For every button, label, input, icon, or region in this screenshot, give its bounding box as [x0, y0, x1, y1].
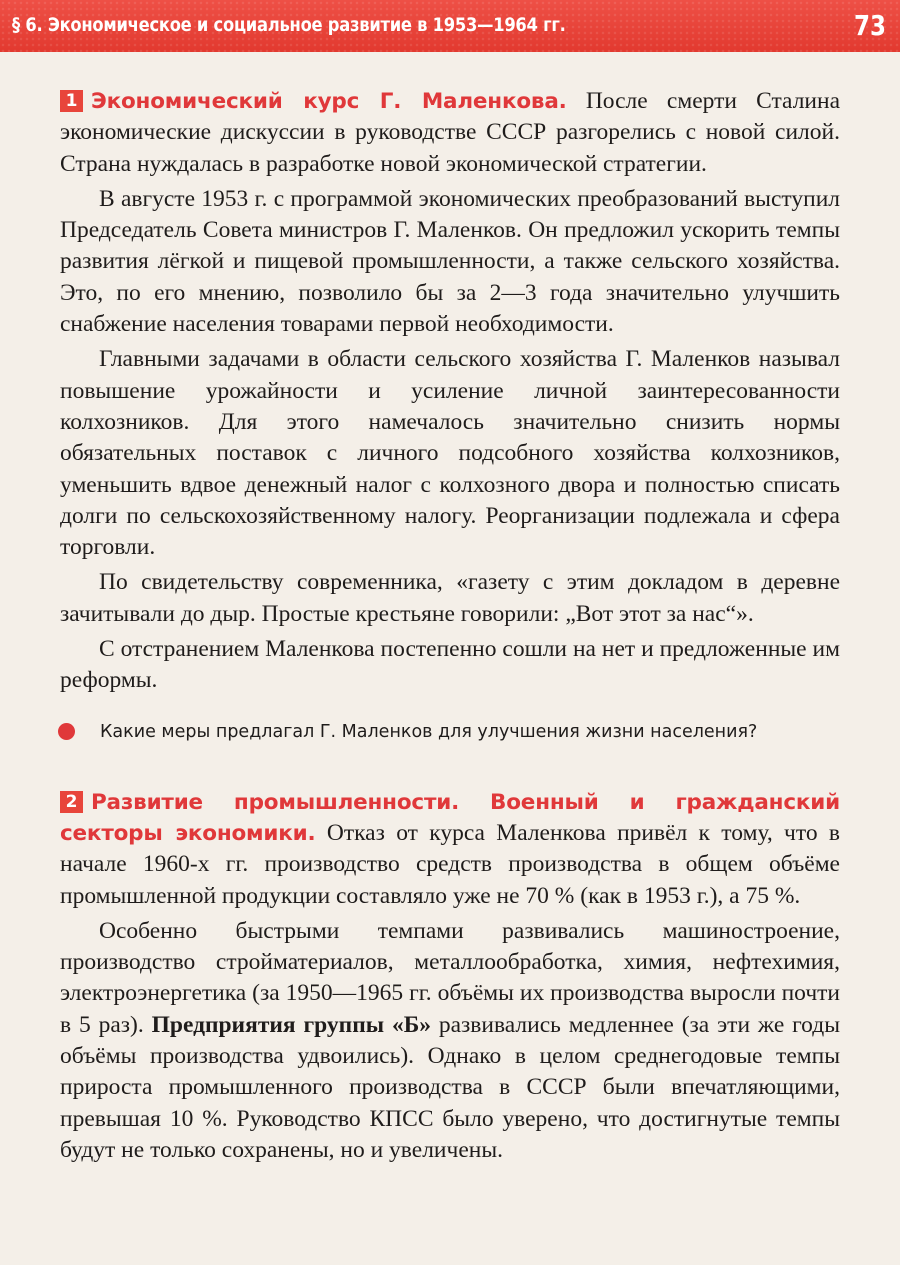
key-term: Предприятия группы «Б»	[151, 1011, 431, 1038]
paragraph	[60, 916, 840, 1166]
paragraph: С отстранением Маленкова постепенно сошли на нет и предложенные им реформы.	[60, 636, 840, 694]
chapter-title: § 6. Экономическое и социальное развитие в 1953—1964 гг.	[12, 14, 566, 36]
paragraph-text: Особенно быстрыми темпами развивались машиностроение, производство стройматериалов, металлообработка, химия, нефтехимия, электроэнергетика (за 1950—1965 гг. объёмы их производства выросли почти в 5 раз).	[60, 917, 840, 1038]
paragraph: В августе 1953 г. с программой экономических преобразований выступил Председатель Совета министров Г. Маленков. Он предложил ускорить темпы развития лёгкой и пищевой промышленности, а также сельского хозяйства. Это, по его мнению, позволило бы за 2—3 года значительно улучшить снабжение населения товарами первой необходимости.	[60, 185, 840, 338]
section-2-lead: Отказ от курса Маленкова привёл к тому, что в начале 1960-х гг. производство средств производства в общем объёме промышленной продукции составляло уже не 70 % (как в 1953 г.), а 75 %.	[60, 819, 840, 909]
paragraph: Главными задачами в области сельского хозяйства Г. Маленков называл повышение урожайности и усиление личной заинтересованности колхозников. Для этого намечалось значительно снизить нормы обязательных поставок с личного подсобного хозяйства колхозников, уменьшить вдвое денежный налог с колхозного двора и полностью списать долги по сельскохозяйственному налогу. Реорганизации подлежала и сфера торговли.	[60, 346, 840, 561]
section-1-lead: После смерти Сталина экономические дискуссии в руководстве СССР разгорелись с новой силой. Страна нуждалась в разработке новой экономической стратегии.	[60, 88, 840, 177]
section-2-intro	[60, 787, 840, 912]
section-1-intro	[60, 86, 840, 180]
paragraph-text: развивались медленнее (за эти же годы объёмы производства удвоились). Однако в целом среднегодовые темпы прироста промышленного производства в СССР были впечатляющими, превышая 10 %. Руководство КПСС было уверено, что достигнутые темпы будут не только сохранены, но и увеличены.	[60, 1011, 840, 1163]
section-number-badge: 1	[60, 90, 83, 112]
review-question	[60, 719, 840, 745]
section-2-title: Развитие промышленности. Военный и гражданский секторы экономики.	[60, 789, 840, 846]
question-text: Какие меры предлагал Г. Маленков для улучшения жизни населения?	[100, 721, 758, 742]
question-bullet-icon	[58, 723, 75, 740]
page-header	[0, 0, 900, 52]
page-content	[60, 86, 840, 1170]
paragraph: По свидетельству современника, «газету с этим докладом в деревне зачитывали до дыр. Простые крестьяне говорили: „Вот этот за нас“».	[60, 569, 840, 627]
page-number: 73	[854, 9, 886, 42]
section-1-title: Экономический курс Г. Маленкова.	[91, 89, 567, 114]
section-number-badge: 2	[60, 791, 83, 813]
